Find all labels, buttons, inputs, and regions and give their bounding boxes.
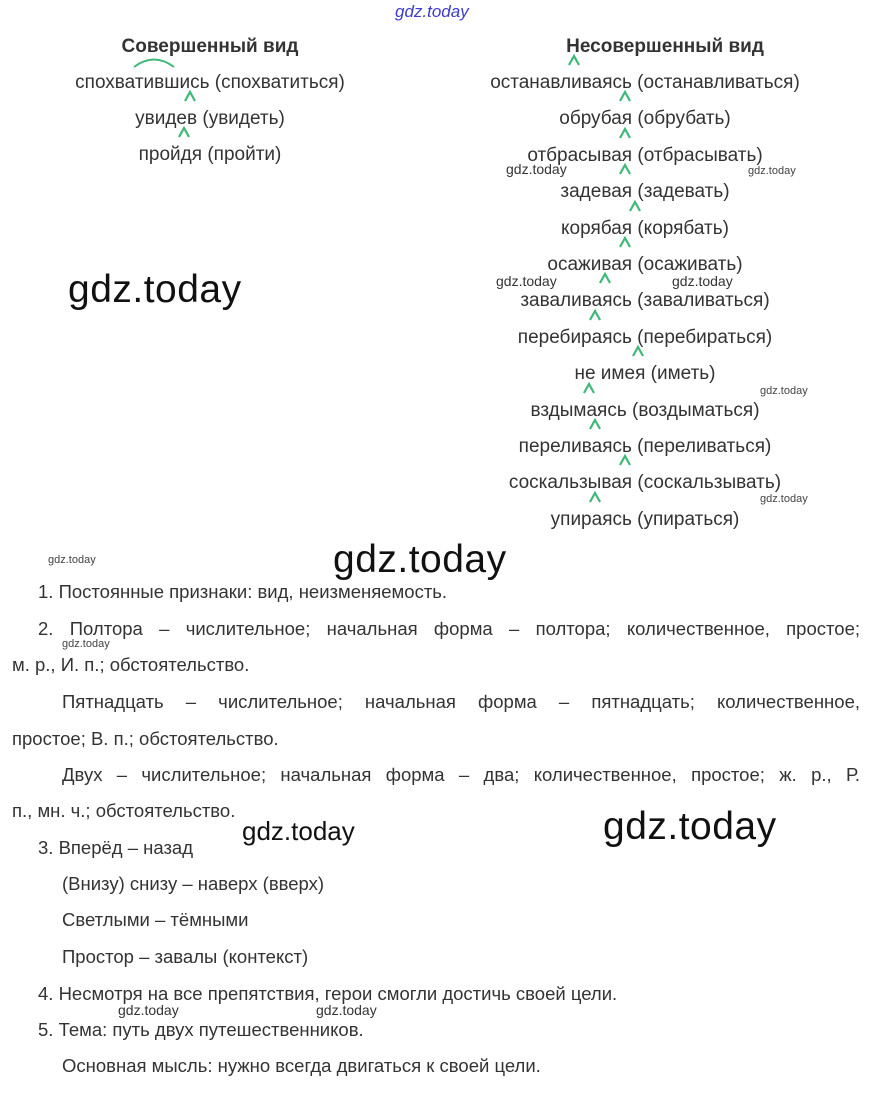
suffix-letter: я (622, 254, 632, 275)
suffix-caret-icon (588, 309, 602, 321)
watermark: gdz.today (333, 538, 507, 581)
suffix-letter: а (592, 327, 603, 348)
watermark: gdz.today (506, 161, 567, 177)
watermark: gdz.today (395, 2, 469, 21)
suffix-letter: я (635, 363, 645, 384)
answer-3-line-2: (Внизу) снизу – наверх (вверх) (62, 873, 325, 894)
suffix-letter: д (181, 144, 192, 165)
answer-2-line-1: 2. Полтора – числительное; начальная форма – полтора; количественное, простое; (38, 618, 860, 639)
suffix-caret-icon (598, 272, 612, 284)
suffix-letter: я (622, 145, 632, 166)
answer-3-line-3: Светлыми – тёмными (62, 909, 249, 930)
answer-3-line-1: 3. Вперёд – назад (38, 837, 194, 858)
word-part: шись (164, 72, 210, 93)
participle-row (440, 290, 850, 312)
infinitive: (заваливаться) (637, 290, 770, 312)
infinitive: (упираться) (637, 508, 740, 530)
participle-row (440, 400, 850, 422)
suffix-caret-icon (177, 126, 191, 138)
suffix-caret-icon (567, 54, 581, 66)
word-part: сь (612, 290, 632, 312)
participle-row (440, 181, 850, 203)
word-part: спохвати (75, 72, 155, 93)
word-part: перебир (517, 326, 592, 348)
participle-word (509, 472, 632, 493)
perfective-header: Совершенный вид (121, 36, 299, 57)
suffix-caret-icon (588, 418, 602, 430)
suffix-letter: я (622, 108, 632, 129)
word-part: соскальзыва (508, 472, 622, 494)
participle-row (440, 436, 850, 458)
imperfective-header: Несовершенный вид (566, 36, 764, 57)
answer-2-para-3-line-1: Двух – числительное; начальная форма – два; количественное, простое; ж. р., Р. (62, 764, 860, 785)
participle-row (440, 72, 850, 94)
participle-row (440, 472, 850, 494)
participle-word (518, 327, 632, 348)
word-part: упир (550, 508, 592, 530)
watermark: gdz.today (672, 273, 733, 289)
infinitive: (обрубать) (637, 108, 731, 130)
word-part: ясь (602, 326, 632, 348)
participle-row (440, 509, 850, 531)
word-part: перелив (518, 436, 592, 457)
suffix-caret-icon (582, 382, 596, 394)
suffix-letter: а (592, 436, 603, 457)
watermark: gdz.today (68, 268, 242, 311)
answer-5-line-1: 5. Тема: путь двух путешественников. (38, 1019, 364, 1040)
suffix-caret-icon (618, 236, 632, 248)
answer-2-para-2-line-2: простое; В. п.; обстоятельство. (12, 728, 279, 749)
suffix-caret-icon (588, 491, 602, 503)
watermark: gdz.today (118, 1002, 179, 1018)
participle-word (551, 509, 632, 530)
infinitive: (спохватиться) (214, 72, 345, 93)
suffix-caret-icon (631, 345, 645, 357)
suffix-letter: в (187, 108, 197, 129)
infinitive: (увидеть) (202, 108, 285, 129)
suffix-letter: а (592, 509, 603, 530)
answer-2-line-2: м. р., И. п.; обстоятельство. (12, 654, 250, 675)
participle-row (0, 72, 420, 94)
infinitive: (задевать) (637, 181, 730, 203)
watermark: gdz.today (603, 805, 777, 848)
suffix-letter: я (602, 290, 612, 311)
infinitive: (соскальзывать) (637, 472, 782, 494)
infinitive: (останавливаться) (637, 72, 800, 93)
word-part: завалива (520, 290, 603, 312)
participle-word (519, 436, 632, 457)
participle-row (0, 108, 420, 130)
suffix-arc-icon (132, 56, 176, 68)
suffix-caret-icon (618, 163, 632, 175)
infinitive: (воздыматься) (632, 399, 760, 421)
suffix-letter: и (571, 72, 582, 93)
participle-word (490, 72, 632, 93)
word-part: останавл (490, 72, 572, 93)
participle-row (440, 218, 850, 240)
participle-word (547, 254, 632, 275)
participle-word (139, 144, 202, 165)
infinitive: (переливаться) (637, 436, 772, 457)
suffix-letter: а (586, 400, 597, 421)
infinitive: (осаживать) (637, 254, 743, 275)
word-part: задева (560, 181, 622, 203)
answer-1: 1. Постоянные признаки: вид, неизменяемость. (38, 581, 448, 602)
watermark: gdz.today (48, 554, 96, 566)
word-part: корябая (561, 217, 633, 239)
suffix-letter: в (154, 72, 164, 93)
infinitive: (иметь) (650, 363, 716, 385)
participle-word (560, 181, 632, 202)
participle-row (0, 144, 420, 166)
word-part: осажива (547, 254, 622, 275)
word-part: ваясь (581, 72, 632, 93)
suffix-caret-icon (618, 127, 632, 139)
word-part: ясь (602, 436, 632, 457)
participle-row (440, 363, 850, 385)
suffix-letter: я (622, 181, 632, 202)
word-part: ясь (602, 508, 632, 530)
answer-2-para-2-line-1: Пятнадцать – числительное; начальная форма – пятнадцать; количественное, (62, 691, 860, 712)
answer-5-line-2: Основная мысль: нужно всегда двигаться к своей цели. (62, 1055, 541, 1076)
participle-row (440, 108, 850, 130)
infinitive: (корябать) (637, 217, 729, 239)
watermark: gdz.today (496, 273, 557, 289)
watermark: gdz.today (242, 816, 355, 846)
answer-2-para-3-line-2: п., мн. ч.; обстоятельство. (12, 800, 236, 821)
participle-row (440, 145, 850, 167)
watermark: gdz.today (748, 165, 796, 177)
word-part: вздым (530, 399, 587, 421)
participle-word (520, 290, 632, 311)
answer-3-line-4: Простор – завалы (контекст) (62, 946, 309, 967)
infinitive: (отбрасывать) (637, 144, 763, 166)
word-part: ясь (597, 399, 627, 421)
word-part: не име (574, 363, 636, 385)
word-part: отбрасыва (527, 144, 622, 166)
participle-word (530, 400, 626, 421)
watermark: gdz.today (760, 493, 808, 505)
word-part: прой (138, 144, 181, 165)
suffix-caret-icon (183, 90, 197, 102)
word-part: я (191, 144, 203, 165)
suffix-caret-icon (628, 200, 642, 212)
suffix-letter: я (622, 472, 632, 493)
suffix-caret-icon (618, 454, 632, 466)
word-part: увиде (135, 108, 187, 129)
watermark: gdz.today (760, 385, 808, 397)
watermark: gdz.today (316, 1002, 377, 1018)
infinitive: (пройти) (207, 144, 282, 165)
suffix-caret-icon (618, 90, 632, 102)
word-part: обруба (559, 108, 622, 130)
infinitive: (перебираться) (637, 326, 773, 348)
answer-4: 4. Несмотря на все препятствия, герои смогли достичь своей цели. (38, 983, 618, 1004)
watermark: gdz.today (62, 638, 110, 650)
